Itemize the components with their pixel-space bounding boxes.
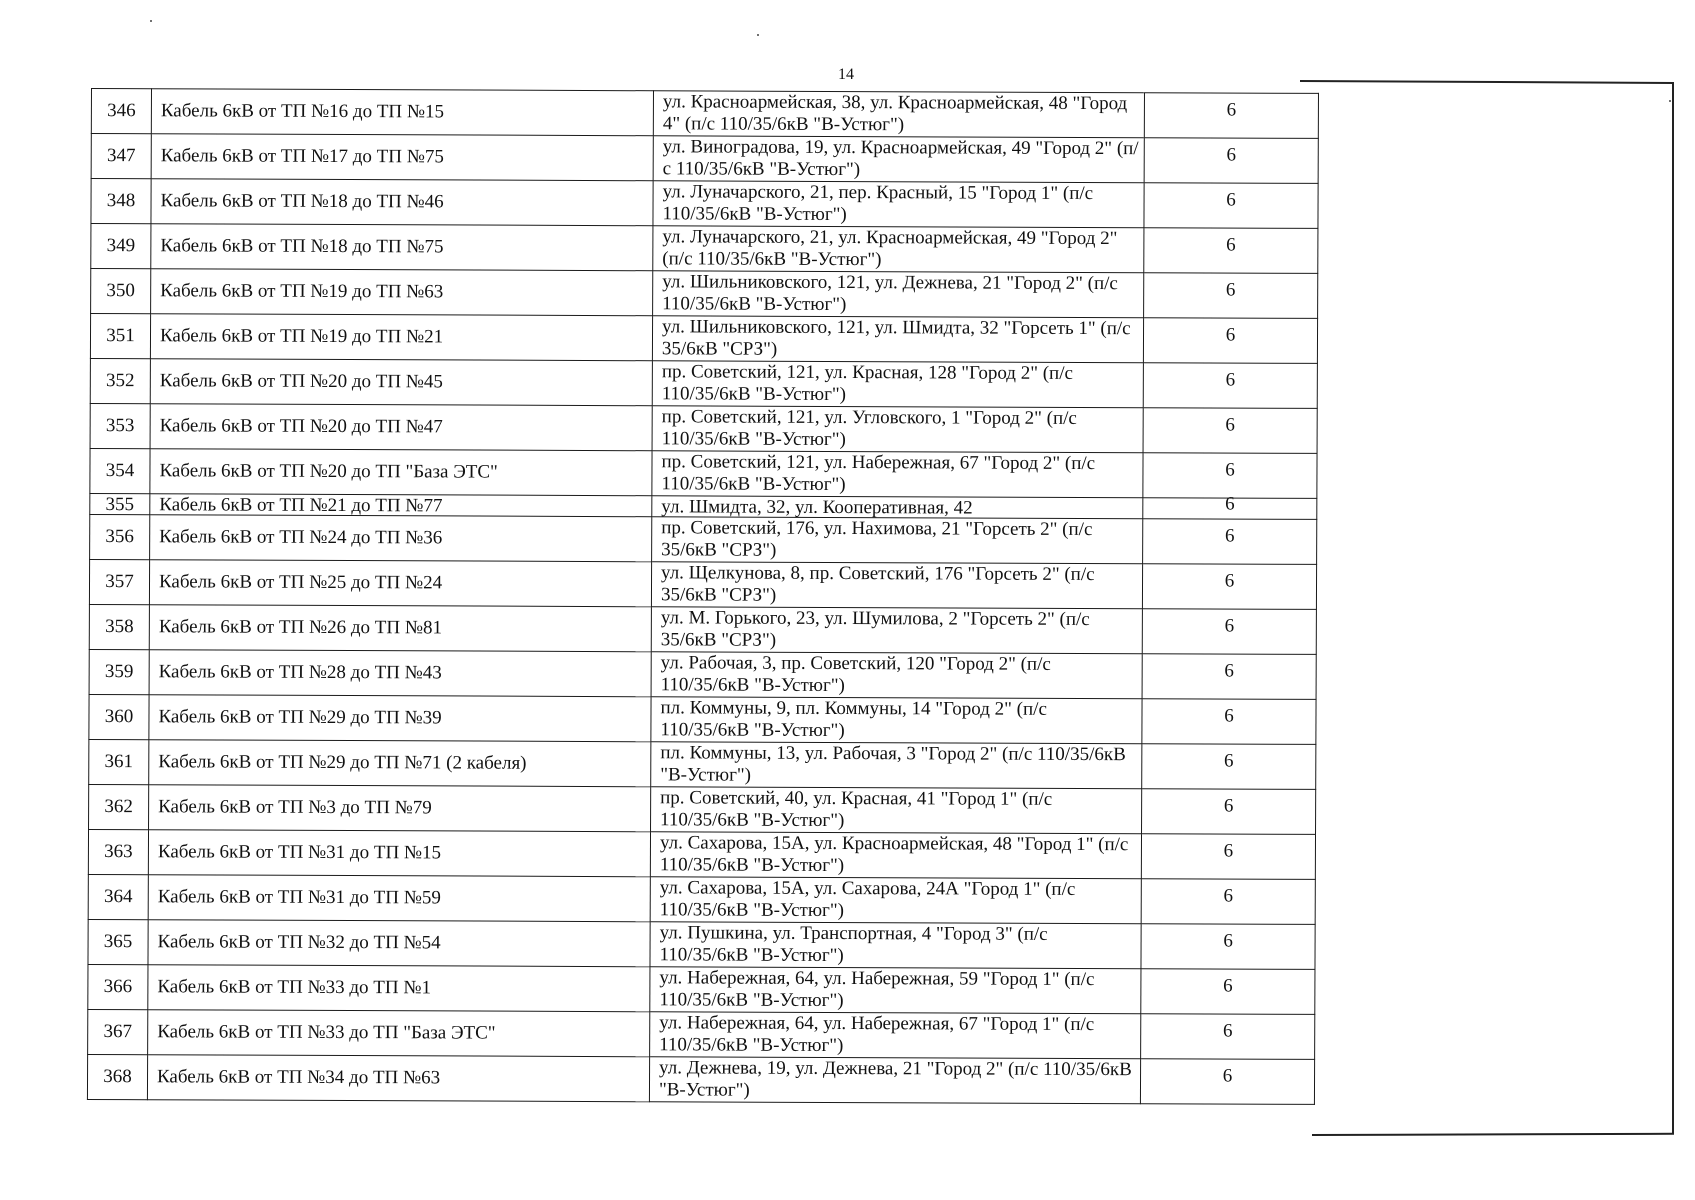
cable-name: Кабель 6кВ от ТП №28 до ТП №43 — [149, 650, 651, 697]
cable-address: ул. Набережная, 64, ул. Набережная, 67 "Город 1" (п/с 110/35/6кВ "В-Устюг") — [650, 1012, 1141, 1059]
row-number: 355 — [90, 493, 150, 514]
row-number: 361 — [89, 739, 149, 784]
voltage-cell — [1143, 493, 1317, 520]
voltage-kv: 6 — [1225, 414, 1235, 436]
voltage-cell — [1141, 834, 1315, 880]
scan-speck — [150, 20, 152, 22]
table-row — [88, 1009, 1315, 1059]
row-number: 364 — [88, 874, 148, 919]
row-number: 353 — [90, 403, 150, 448]
voltage-kv: 6 — [1225, 459, 1235, 481]
table-row — [88, 829, 1315, 879]
voltage-cell — [1143, 363, 1317, 409]
voltage-cell — [1144, 138, 1318, 184]
cable-address: пр. Советский, 40, ул. Красная, 41 "Город 1" (п/с 110/35/6кВ "В-Устюг") — [651, 787, 1142, 834]
table-row — [89, 739, 1316, 789]
row-number: 362 — [89, 784, 149, 829]
cable-name: Кабель 6кВ от ТП №32 до ТП №54 — [148, 920, 650, 967]
row-number: 351 — [90, 314, 150, 359]
cable-name: Кабель 6кВ от ТП №21 до ТП №77 — [150, 494, 652, 517]
voltage-kv: 6 — [1226, 234, 1236, 256]
scan-speck — [1669, 100, 1671, 102]
voltage-cell — [1142, 744, 1316, 790]
cable-address: ул. Сахарова, 15А, ул. Сахарова, 24А "Город 1" (п/с 110/35/6кВ "В-Устюг") — [650, 877, 1141, 924]
row-number: 348 — [91, 179, 151, 224]
table-row — [91, 179, 1318, 229]
cable-address: ул. Шмидта, 32, ул. Кооперативная, 42 — [652, 496, 1143, 519]
cable-registry-table — [87, 88, 1319, 1105]
voltage-kv: 6 — [1222, 1020, 1233, 1042]
table-row — [89, 604, 1316, 654]
cable-name: Кабель 6кВ от ТП №18 до ТП №46 — [151, 179, 653, 226]
cable-address: ул. Виноградова, 19, ул. Красноармейская, 49 "Город 2" (п/с 110/35/6кВ "В-Устюг") — [653, 136, 1144, 183]
voltage-kv: 6 — [1223, 930, 1233, 952]
cable-name: Кабель 6кВ от ТП №29 до ТП №71 (2 кабеля) — [149, 740, 651, 787]
cable-address: ул. Луначарского, 21, ул. Красноармейская, 49 "Город 2" (п/с 110/35/6кВ "В-Устюг") — [653, 226, 1144, 273]
voltage-kv: 6 — [1224, 750, 1234, 772]
page-number: 14 — [838, 66, 854, 83]
cable-address: ул. Набережная, 64, ул. Набережная, 59 "Город 1" (п/с 110/35/6кВ "В-Устюг") — [650, 967, 1141, 1014]
row-number: 356 — [90, 514, 150, 559]
row-number: 347 — [91, 134, 151, 179]
voltage-cell — [1144, 93, 1318, 139]
scan-speck — [757, 34, 759, 36]
table-row — [90, 358, 1317, 408]
table-row — [90, 403, 1317, 453]
cable-address: пр. Советский, 121, ул. Красная, 128 "Город 2" (п/с 110/35/6кВ "В-Устюг") — [652, 361, 1143, 408]
table-row — [88, 919, 1315, 969]
row-number: 357 — [89, 559, 149, 604]
table-row — [90, 514, 1317, 564]
table-row — [89, 559, 1316, 609]
voltage-cell — [1141, 924, 1315, 970]
table-frame-right — [1672, 82, 1674, 1134]
voltage-kv: 6 — [1225, 493, 1235, 515]
cable-name: Кабель 6кВ от ТП №33 до ТП №1 — [148, 965, 650, 1012]
voltage-kv: 6 — [1222, 1065, 1233, 1087]
voltage-cell — [1143, 408, 1317, 454]
table-frame-bottom — [1312, 1133, 1674, 1136]
table-row — [89, 694, 1316, 744]
voltage-kv: 6 — [1223, 840, 1234, 862]
row-number: 367 — [88, 1009, 148, 1054]
row-number: 350 — [91, 269, 151, 314]
voltage-cell — [1144, 183, 1318, 229]
voltage-kv: 6 — [1223, 795, 1234, 817]
row-number: 366 — [88, 964, 148, 1009]
voltage-kv: 6 — [1225, 369, 1236, 391]
voltage-kv: 6 — [1224, 615, 1235, 637]
cable-address: ул. Сахарова, 15А, ул. Красноармейская, 48 "Город 1" (п/с 110/35/6кВ "В-Устюг") — [650, 832, 1141, 879]
voltage-cell — [1142, 699, 1316, 745]
cable-name: Кабель 6кВ от ТП №26 до ТП №81 — [149, 605, 651, 652]
table-row — [90, 314, 1317, 364]
table-row — [91, 89, 1318, 139]
table-row — [91, 269, 1318, 319]
row-number: 368 — [87, 1054, 147, 1099]
cable-name: Кабель 6кВ от ТП №20 до ТП №47 — [150, 404, 652, 451]
voltage-cell — [1143, 318, 1317, 364]
row-number: 360 — [89, 694, 149, 739]
cable-address: пр. Советский, 176, ул. Нахимова, 21 "Горсеть 2" (п/с 35/6кВ "СРЗ") — [652, 517, 1143, 564]
cable-name: Кабель 6кВ от ТП №31 до ТП №59 — [148, 875, 650, 922]
voltage-cell — [1141, 969, 1315, 1015]
cable-name: Кабель 6кВ от ТП №24 до ТП №36 — [150, 515, 652, 562]
voltage-cell — [1141, 1014, 1315, 1060]
cable-address: ул. Пушкина, ул. Транспортная, 4 "Город 3" (п/с 110/35/6кВ "В-Устюг") — [650, 922, 1141, 969]
row-number: 349 — [91, 224, 151, 269]
cable-name: Кабель 6кВ от ТП №16 до ТП №15 — [151, 89, 653, 136]
voltage-kv: 6 — [1224, 660, 1234, 682]
cable-address: пл. Коммуны, 9, пл. Коммуны, 14 "Город 2" (п/с 110/35/6кВ "В-Устюг") — [651, 697, 1142, 744]
voltage-kv: 6 — [1224, 525, 1235, 547]
cable-address: пр. Советский, 121, ул. Угловского, 1 "Город 2" (п/с 110/35/6кВ "В-Устюг") — [652, 406, 1143, 453]
table-row — [90, 448, 1317, 498]
voltage-cell — [1140, 1059, 1314, 1105]
voltage-kv: 6 — [1226, 189, 1236, 211]
cable-name: Кабель 6кВ от ТП №31 до ТП №15 — [148, 830, 650, 877]
voltage-cell — [1142, 654, 1316, 700]
voltage-kv: 6 — [1224, 705, 1234, 727]
table-frame-top — [1300, 80, 1674, 84]
table-row — [88, 874, 1315, 924]
table-row — [88, 964, 1315, 1014]
voltage-cell — [1142, 789, 1316, 835]
voltage-cell — [1144, 273, 1318, 319]
cable-address: пр. Советский, 121, ул. Набережная, 67 "Город 2" (п/с 110/35/6кВ "В-Устюг") — [652, 451, 1143, 498]
row-number: 354 — [90, 448, 150, 493]
cable-address: ул. Луначарского, 21, пер. Красный, 15 "Город 1" (п/с 110/35/6кВ "В-Устюг") — [653, 181, 1144, 228]
row-number: 359 — [89, 649, 149, 694]
cable-name: Кабель 6кВ от ТП №20 до ТП №45 — [150, 359, 652, 406]
cable-address: ул. Дежнева, 19, ул. Дежнева, 21 "Город 2" (п/с 110/35/6кВ "В-Устюг") — [649, 1057, 1140, 1104]
cable-address: пл. Коммуны, 13, ул. Рабочая, 3 "Город 2" (п/с 110/35/6кВ "В-Устюг") — [651, 742, 1142, 789]
cable-name: Кабель 6кВ от ТП №3 до ТП №79 — [149, 785, 651, 832]
voltage-kv: 6 — [1223, 885, 1234, 907]
row-number: 346 — [91, 89, 151, 134]
cable-address: ул. Шильниковского, 121, ул. Шмидта, 32 "Горсеть 1" (п/с 35/6кВ "СРЗ") — [652, 316, 1143, 363]
cable-name: Кабель 6кВ от ТП №34 до ТП №63 — [147, 1055, 649, 1102]
cable-name: Кабель 6кВ от ТП №17 до ТП №75 — [151, 134, 653, 181]
table-row — [89, 784, 1316, 834]
voltage-cell — [1143, 519, 1317, 565]
row-number: 363 — [88, 829, 148, 874]
cable-address: ул. М. Горького, 23, ул. Шумилова, 2 "Горсеть 2" (п/с 35/6кВ "СРЗ") — [651, 607, 1142, 654]
cable-address: ул. Щелкунова, 8, пр. Советский, 176 "Горсеть 2" (п/с 35/6кВ "СРЗ") — [651, 562, 1142, 609]
voltage-cell — [1144, 228, 1318, 274]
cable-name: Кабель 6кВ от ТП №33 до ТП "База ЭТС" — [148, 1010, 650, 1057]
cable-address: ул. Шильниковского, 121, ул. Дежнева, 21 "Город 2" (п/с 110/35/6кВ "В-Устюг") — [653, 271, 1144, 318]
table-row — [87, 1054, 1314, 1104]
row-number: 365 — [88, 919, 148, 964]
table-row — [91, 224, 1318, 274]
cable-name: Кабель 6кВ от ТП №19 до ТП №63 — [151, 269, 653, 316]
table-body — [87, 89, 1318, 1105]
table-row — [91, 134, 1318, 184]
voltage-cell — [1141, 879, 1315, 925]
cable-name: Кабель 6кВ от ТП №25 до ТП №24 — [149, 560, 651, 607]
voltage-kv: 6 — [1225, 279, 1236, 301]
voltage-kv: 6 — [1223, 975, 1233, 997]
row-number: 352 — [90, 358, 150, 403]
row-number: 358 — [89, 604, 149, 649]
voltage-kv: 6 — [1226, 99, 1237, 121]
cable-name: Кабель 6кВ от ТП №18 до ТП №75 — [151, 224, 653, 271]
voltage-kv: 6 — [1225, 324, 1236, 346]
cable-name: Кабель 6кВ от ТП №20 до ТП "База ЭТС" — [150, 449, 652, 496]
cable-name: Кабель 6кВ от ТП №19 до ТП №21 — [150, 314, 652, 361]
cable-address: ул. Рабочая, 3, пр. Советский, 120 "Город 2" (п/с 110/35/6кВ "В-Устюг") — [651, 652, 1142, 699]
table-row — [89, 649, 1316, 699]
voltage-cell — [1142, 609, 1316, 655]
voltage-kv: 6 — [1224, 570, 1235, 592]
voltage-kv: 6 — [1226, 144, 1237, 166]
voltage-cell — [1142, 564, 1316, 610]
cable-address: ул. Красноармейская, 38, ул. Красноармейская, 48 "Город 4" (п/с 110/35/6кВ "В-Устюг") — [653, 91, 1144, 138]
voltage-cell — [1143, 453, 1317, 499]
cable-name: Кабель 6кВ от ТП №29 до ТП №39 — [149, 695, 651, 742]
